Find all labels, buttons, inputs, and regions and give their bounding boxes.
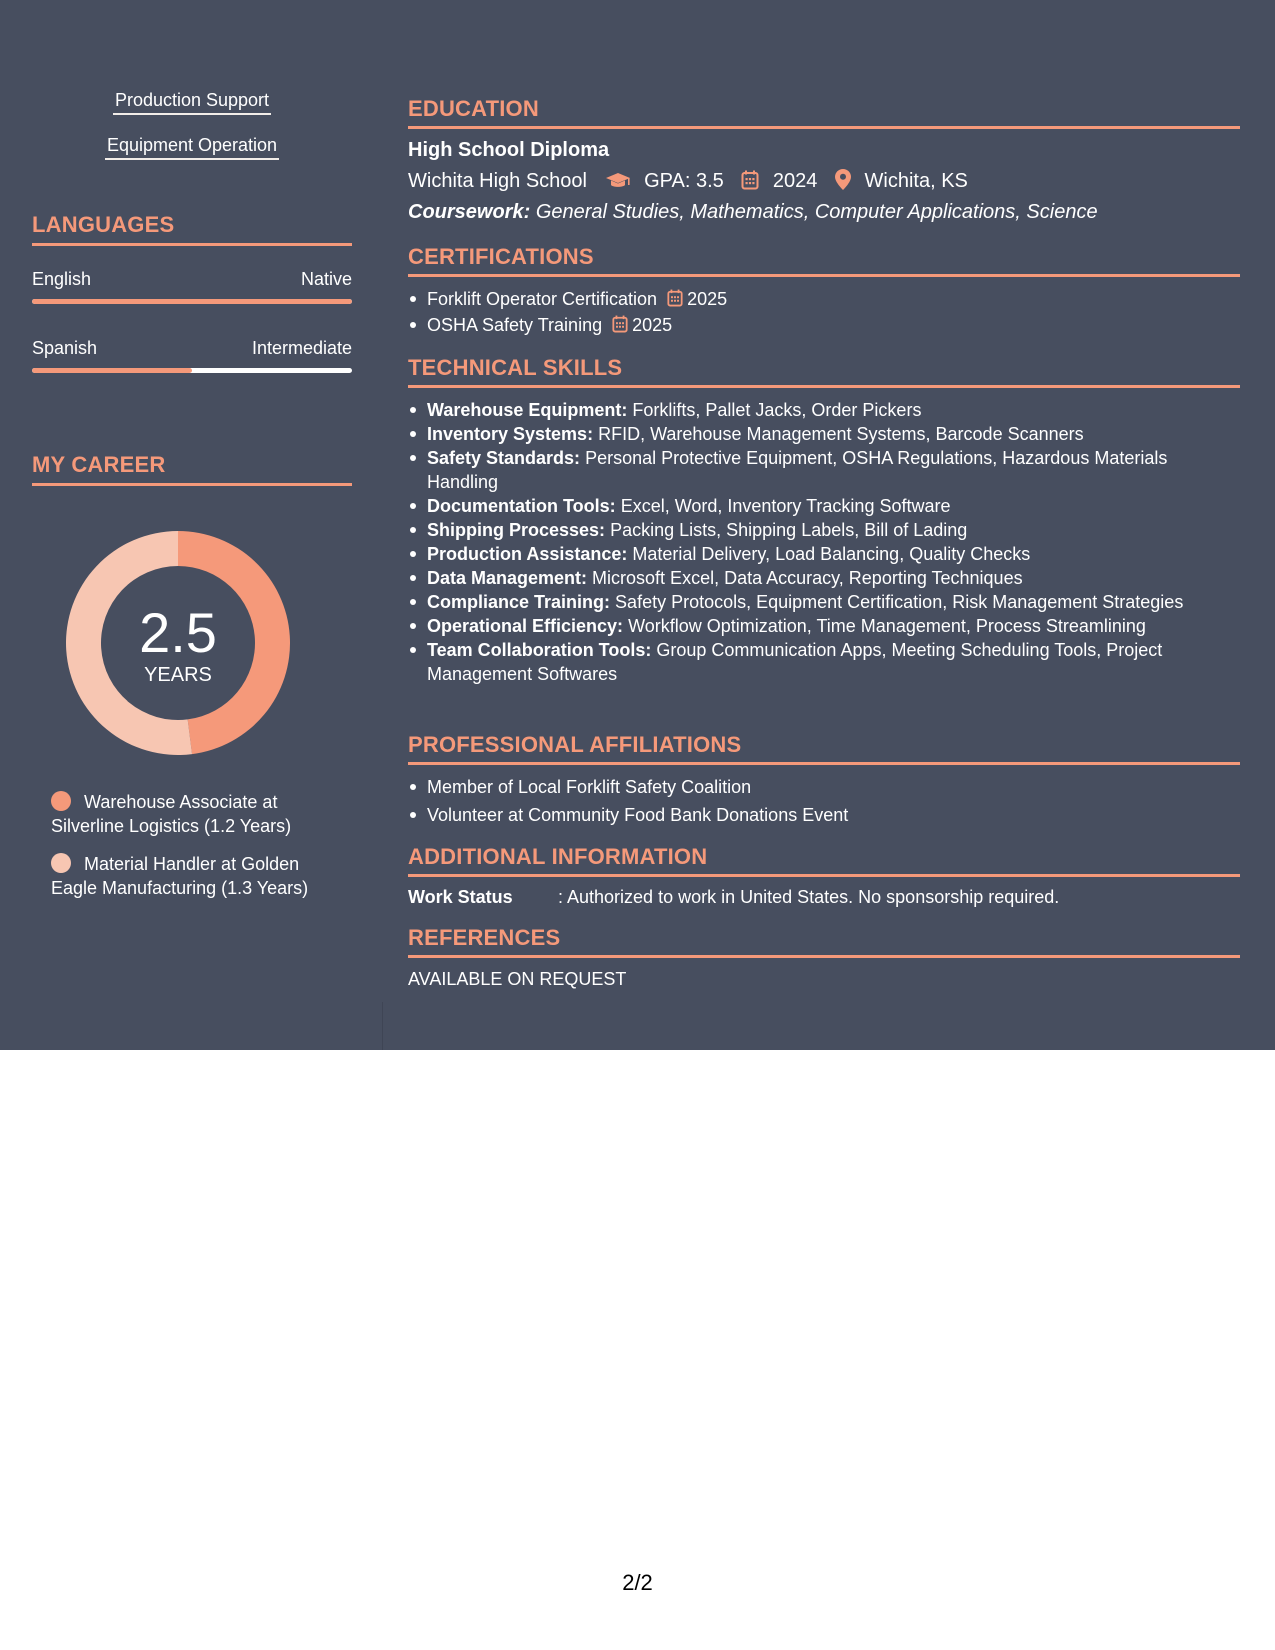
- calendar-icon: [612, 315, 628, 339]
- certification-name: Forklift Operator Certification: [427, 289, 658, 309]
- affiliations-heading: PROFESSIONAL AFFILIATIONS: [408, 732, 1240, 765]
- education-gpa: GPA: 3.5: [644, 170, 724, 192]
- skill-values: Safety Protocols, Equipment Certification, Risk Management Strategies: [615, 592, 1184, 612]
- calendar-icon: [741, 170, 759, 197]
- language-name: English: [32, 269, 92, 289]
- skill-tag: [32, 89, 352, 115]
- career-legend-label: Material Handler at Golden Eagle Manufacturing (1.3 Years): [51, 854, 309, 898]
- graduation-cap-icon: [605, 171, 631, 197]
- technical-skills-list: [408, 398, 1228, 686]
- skill-tag-label: Production Support: [113, 89, 271, 115]
- skill-category: Inventory Systems:: [427, 424, 594, 444]
- skill-values: Material Delivery, Load Balancing, Quality Checks: [632, 544, 1031, 564]
- skill-values: Excel, Word, Inventory Tracking Software: [620, 496, 951, 516]
- additional-info-heading: ADDITIONAL INFORMATION: [408, 844, 1240, 877]
- coursework-label: Coursework:: [408, 201, 531, 223]
- career-heading: MY CAREER: [32, 452, 352, 486]
- legend-dot-icon: [51, 853, 71, 873]
- education-location: Wichita, KS: [864, 170, 968, 192]
- work-status-label: Work Status: [408, 887, 513, 907]
- legend-dot-icon: [51, 791, 71, 811]
- education-coursework: [408, 199, 1098, 225]
- skill-tag: [32, 134, 352, 160]
- language-proficiency-bar: [32, 368, 352, 373]
- education-degree: High School Diploma: [408, 139, 610, 161]
- skill-values: Microsoft Excel, Data Accuracy, Reporting Techniques: [592, 568, 1023, 588]
- education-school: Wichita High School: [408, 170, 587, 192]
- coursework-value: General Studies, Mathematics, Computer Applications, Science: [535, 201, 1098, 223]
- technical-skills-heading: TECHNICAL SKILLS: [408, 355, 1240, 388]
- education-year: 2024: [772, 170, 818, 192]
- skill-category: Operational Efficiency:: [427, 616, 624, 636]
- list-item: [408, 590, 1228, 614]
- page-number: 2/2: [622, 1570, 653, 1595]
- list-item: Member of Local Forklift Safety Coalition: [408, 775, 1228, 799]
- career-legend-item: [51, 852, 341, 900]
- career-legend-item: [51, 790, 341, 838]
- references-heading: REFERENCES: [408, 925, 1240, 958]
- career-total-unit: YEARS: [144, 664, 212, 686]
- language-row: [32, 337, 352, 359]
- career-donut-chart: [66, 531, 290, 755]
- skill-values: Packing Lists, Shipping Labels, Bill of Lading: [610, 520, 968, 540]
- language-level: Intermediate: [251, 338, 352, 358]
- list-item: [408, 422, 1228, 446]
- skill-category: Shipping Processes:: [427, 520, 606, 540]
- calendar-icon: [667, 289, 683, 313]
- education-meta: [408, 168, 968, 197]
- certification-year: 2025: [632, 315, 673, 335]
- languages-heading: LANGUAGES: [32, 212, 352, 246]
- language-proficiency-fill: [32, 368, 192, 373]
- list-item: [408, 398, 1228, 422]
- map-pin-icon: [835, 169, 851, 197]
- skill-category: Documentation Tools:: [427, 496, 616, 516]
- certification-name: OSHA Safety Training: [427, 315, 603, 335]
- career-legend-label: Warehouse Associate at Silverline Logistics (1.2 Years): [51, 792, 292, 836]
- skill-values: RFID, Warehouse Management Systems, Barcode Scanners: [598, 424, 1084, 444]
- skill-tag-label: Equipment Operation: [105, 134, 279, 160]
- list-item: [408, 494, 1228, 518]
- list-item: [408, 614, 1228, 638]
- work-status-value: : Authorized to work in United States. No sponsorship required.: [558, 887, 1060, 907]
- language-proficiency-fill: [32, 299, 352, 304]
- certifications-list: [408, 287, 1228, 339]
- skill-values: Forklifts, Pallet Jacks, Order Pickers: [632, 400, 922, 420]
- column-divider: [382, 1002, 383, 1050]
- language-row: [32, 268, 352, 290]
- references-text: AVAILABLE ON REQUEST: [408, 969, 627, 989]
- list-item: [408, 542, 1228, 566]
- career-total-number: 2.5: [139, 601, 217, 664]
- language-proficiency-bar: [32, 299, 352, 304]
- language-name: Spanish: [32, 338, 98, 358]
- work-status-row: [408, 885, 1059, 909]
- skill-category: Team Collaboration Tools:: [427, 640, 652, 660]
- skill-values: Personal Protective Equipment, OSHA Regulations, Hazardous Materials Handling: [427, 448, 1168, 492]
- certification-year: 2025: [687, 289, 728, 309]
- list-item: [408, 287, 1228, 313]
- certifications-heading: CERTIFICATIONS: [408, 244, 1240, 277]
- list-item: [408, 518, 1228, 542]
- skill-category: Compliance Training:: [427, 592, 611, 612]
- skill-values: Workflow Optimization, Time Management, Process Streamlining: [628, 616, 1146, 636]
- skill-category: Data Management:: [427, 568, 588, 588]
- skill-values: Group Communication Apps, Meeting Scheduling Tools, Project Management Softwares: [427, 640, 1163, 684]
- affiliations-list: [408, 775, 1228, 827]
- skill-category: Safety Standards:: [427, 448, 581, 468]
- list-item: [408, 446, 1228, 494]
- list-item: [408, 313, 1228, 339]
- language-level: Native: [300, 269, 352, 289]
- list-item: Volunteer at Community Food Bank Donations Event: [408, 803, 1228, 827]
- skill-category: Warehouse Equipment:: [427, 400, 628, 420]
- skill-category: Production Assistance:: [427, 544, 628, 564]
- education-heading: EDUCATION: [408, 96, 1240, 129]
- list-item: [408, 638, 1228, 686]
- list-item: [408, 566, 1228, 590]
